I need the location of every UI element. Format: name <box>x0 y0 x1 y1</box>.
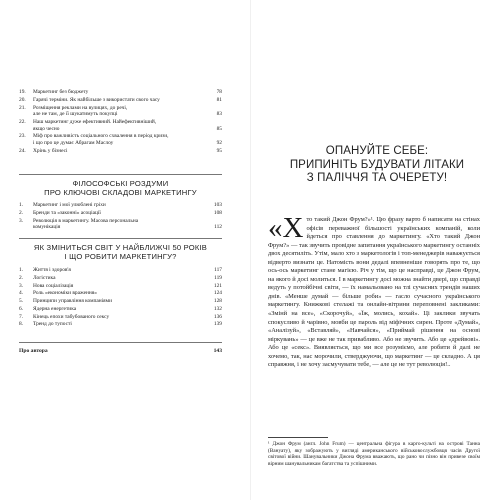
toc-entry-page: 112 <box>211 224 222 231</box>
toc-entry-number: 23. <box>19 133 26 140</box>
chapter-title-line: З ПАЛІЧЧЯ ТА ОЧЕРЕТУ! <box>306 172 448 184</box>
toc-entry-page: 83 <box>214 111 222 118</box>
toc-entry-page: 124 <box>211 290 222 297</box>
toc-entry-title-line: Кінець епохи табубованого сексу <box>33 313 110 320</box>
toc-entry-number: 5. <box>19 298 24 305</box>
toc-entry-page: 108 <box>211 210 222 217</box>
chapter-title-line: ПРИПИНІТЬ БУДУВАТИ ЛІТАКИ <box>289 158 465 171</box>
toc-entry <box>19 202 222 209</box>
toc-entry <box>19 275 222 282</box>
toc-entry-title <box>33 105 214 118</box>
toc-entry-page: 119 <box>211 275 222 282</box>
toc-entry-title-line: Життя і здоров'я <box>33 267 71 273</box>
toc-entry-title-line: Принципи управління компаніями <box>33 298 112 305</box>
drop-cap: «Х <box>268 212 304 244</box>
toc-entry-title <box>33 202 211 209</box>
toc-entry-number: 21. <box>19 104 26 111</box>
section-title-line: ФІЛОСОФСЬКІ РОЗДУМИ <box>72 179 169 188</box>
toc-entry <box>19 306 222 313</box>
toc-entry-title-line: Хрінь у бізнесі <box>33 147 68 154</box>
toc-entry <box>19 210 222 217</box>
toc-entry-title-line: Маркетинг без бюджету <box>33 89 89 95</box>
toc-entry-title-line: Маркетинг і мої улюблені гріхи <box>33 202 106 208</box>
section-title-future <box>19 243 222 261</box>
section-divider <box>19 342 222 343</box>
toc-entry-number: 1. <box>19 202 24 208</box>
toc-entry-title <box>33 321 211 328</box>
toc-entry-title <box>33 290 211 297</box>
toc-entry-title-line: Нова соціалізація <box>33 282 74 289</box>
toc-entry <box>19 133 222 146</box>
toc-entry-title <box>33 210 211 217</box>
toc-entry-page: 136 <box>211 314 222 321</box>
toc-entry-title <box>33 275 211 282</box>
toc-entry-page: 81 <box>214 97 222 104</box>
toc-entry <box>19 283 222 290</box>
toc-entry-title-line: Роль «економіки враження» <box>33 290 97 297</box>
toc-entry-title-line: але не там, де її шукатимуть покупці <box>33 111 118 118</box>
toc-list-part1 <box>19 89 222 155</box>
toc-entry-title-line: Розміщення реклами на вулицях, до речі, <box>33 104 128 111</box>
toc-entry-title-line: Тренд до тупості <box>33 321 72 328</box>
toc-entry-title <box>33 133 214 146</box>
footnote: ¹ Джон Фрум (англ. John Frum) — центральна фігура в карго-культі на острові Танна (Вануату), яку зображують у вигляді американського військовослужбовця часів Другої світової війни. Шанувальники Джона Фрума вважають, що рано чи пізно він привезе своїм вірним шанувальникам багатства та успішними. <box>268 441 480 468</box>
toc-entry-page: 78 <box>214 89 222 96</box>
toc-entry-number: 8. <box>19 321 24 328</box>
toc-entry <box>19 314 222 321</box>
toc-entry-number: 6. <box>19 305 24 312</box>
toc-entry-number: 1. <box>19 267 24 273</box>
about-author-page: 143 <box>213 348 222 354</box>
section-divider <box>19 238 222 239</box>
toc-entry-number: 7. <box>19 313 24 320</box>
toc-list-part2 <box>19 202 222 232</box>
toc-entry-number: 2. <box>19 274 24 281</box>
chapter-title <box>277 145 477 186</box>
toc-entry-number: 3. <box>19 282 24 289</box>
toc-list-part3 <box>19 267 222 329</box>
toc-entry-page: 128 <box>211 298 222 305</box>
toc-entry-page: 117 <box>211 267 222 274</box>
toc-entry <box>19 321 222 328</box>
toc-entry <box>19 148 222 155</box>
toc-entry-page: 121 <box>211 283 222 290</box>
toc-entry-number: 4. <box>19 290 24 297</box>
toc-entry-title-line: Гарячі терміни. Як найбільше з використати свого часу <box>33 96 160 103</box>
toc-entry-title <box>33 283 211 290</box>
toc-entry <box>19 290 222 297</box>
chapter-title-line: ОПАНУЙТЕ СЕБЕ: <box>325 145 429 157</box>
toc-entry-title <box>33 306 211 313</box>
body-text: то такий Джон Фрум?»¹. Цю фразу варто б написати на стінах офісів переважної більшості українських компаній, коли йдеться про ставлення до маркетингу. «Хто такий Джон Фрум?» — так звучить провідне запитання українського маркетингу останніх двох десятиліть. Утім, мало хто з маркетологів і топ-менеджерів наважується відверто визнати це. Натомість вони дедалі впевненіше говорять про те, що ось-ось маркетинг стане магією. Річ у тім, що це насправді, це Джон Фрум, на якого й досі молиться. І в маркетингу досі можна знайти двері, що справді ведуть у потойбічні світи, — їх намальовано на тлі сучасних трендів наших днів. «Менше думай — більше роби» — гасло сучасного українського маркетингу. Книжкові стелажі та онлайн-вітрини переповнені закликами: «Змінй на все», «Скорочуй», «Їж, молись, кохай». Ці заклики звучать спокусливо й чарівно, мовби це пароль від міфічних сирен. Проте «Думай», «Аналізуй», «Вставляй», «Навчайся», «Приймай рішення на основі міркувань» — це вже не так привабливо. Або не звучить. Або це «дрейвові». Або це «секс». Виявляється, що ми все розуміємо, але робити й далі не хочемо, так, нас морочили, стверджуючи, що маркетинг — це складно. А ця справжня, і не хочу засмучувати тебе, — але це не тут революція!.. <box>268 216 480 369</box>
toc-entry-page: 85 <box>214 126 222 133</box>
toc-entry-title-line: Логістика <box>33 274 56 281</box>
toc-entry-number: 24. <box>19 147 26 154</box>
about-author-label: Про автора <box>19 348 48 354</box>
toc-entry-number: 22. <box>19 118 26 125</box>
toc-entry <box>19 218 222 231</box>
section-title-line: ЯК ЗМІНИТЬСЯ СВІТ У НАЙБЛИЖЧІ 50 РОКІВ <box>33 243 208 252</box>
toc-entry-title <box>33 298 211 305</box>
toc-entry-about-author <box>19 348 222 354</box>
toc-entry-page: 95 <box>214 148 222 155</box>
toc-entry-title-line: Ядерна енергетика <box>33 305 77 312</box>
section-divider <box>19 174 222 175</box>
toc-entry <box>19 89 222 96</box>
toc-entry-title <box>33 218 211 231</box>
section-title-line: ПРО КЛЮЧОВІ СКЛАДОВІ МАРКЕТИНГУ <box>44 188 197 197</box>
toc-entry-number: 2. <box>19 209 24 216</box>
toc-entry-page: 132 <box>211 306 222 313</box>
section-title-line: І ЩО РОБИТИ МАРКЕТИНГУ? <box>64 252 177 261</box>
toc-entry-page: 139 <box>211 321 222 328</box>
toc-entry-page: 92 <box>214 140 222 147</box>
toc-entry-title-line: Міф про важливість соціального схвалення в період кризи, <box>33 133 169 140</box>
toc-entry-title <box>33 97 214 104</box>
toc-entry-title-line: Революція в маркетингу. Масова персональна <box>33 217 139 224</box>
toc-entry-title <box>33 314 211 321</box>
toc-entry-title-line: і що про це думає Абрагам Маслоу <box>33 139 114 146</box>
toc-entry <box>19 119 222 132</box>
toc-entry <box>19 97 222 104</box>
toc-entry-number: 20. <box>19 96 26 103</box>
toc-entry-number: 19. <box>19 89 26 95</box>
toc-entry-title-line: якщо чесно <box>33 125 60 132</box>
footnote-divider <box>268 437 328 438</box>
body-paragraph <box>268 212 480 370</box>
toc-entry-title-line: Наш маркетинг дуже ефективний. Найефективніший, <box>33 118 157 125</box>
toc-entry-title <box>33 267 211 274</box>
toc-entry-title-line: комунікація <box>33 224 61 231</box>
toc-entry-title <box>33 89 214 96</box>
toc-entry-page: 103 <box>211 202 222 209</box>
toc-entry-title-line: Бренди та «законні» асоціації <box>33 209 101 216</box>
toc-entry-number: 3. <box>19 217 24 224</box>
toc-entry <box>19 105 222 118</box>
toc-entry <box>19 298 222 305</box>
toc-entry-title <box>33 119 214 132</box>
toc-entry <box>19 267 222 274</box>
section-title-philosophy <box>19 179 222 197</box>
toc-entry-title <box>33 148 214 155</box>
